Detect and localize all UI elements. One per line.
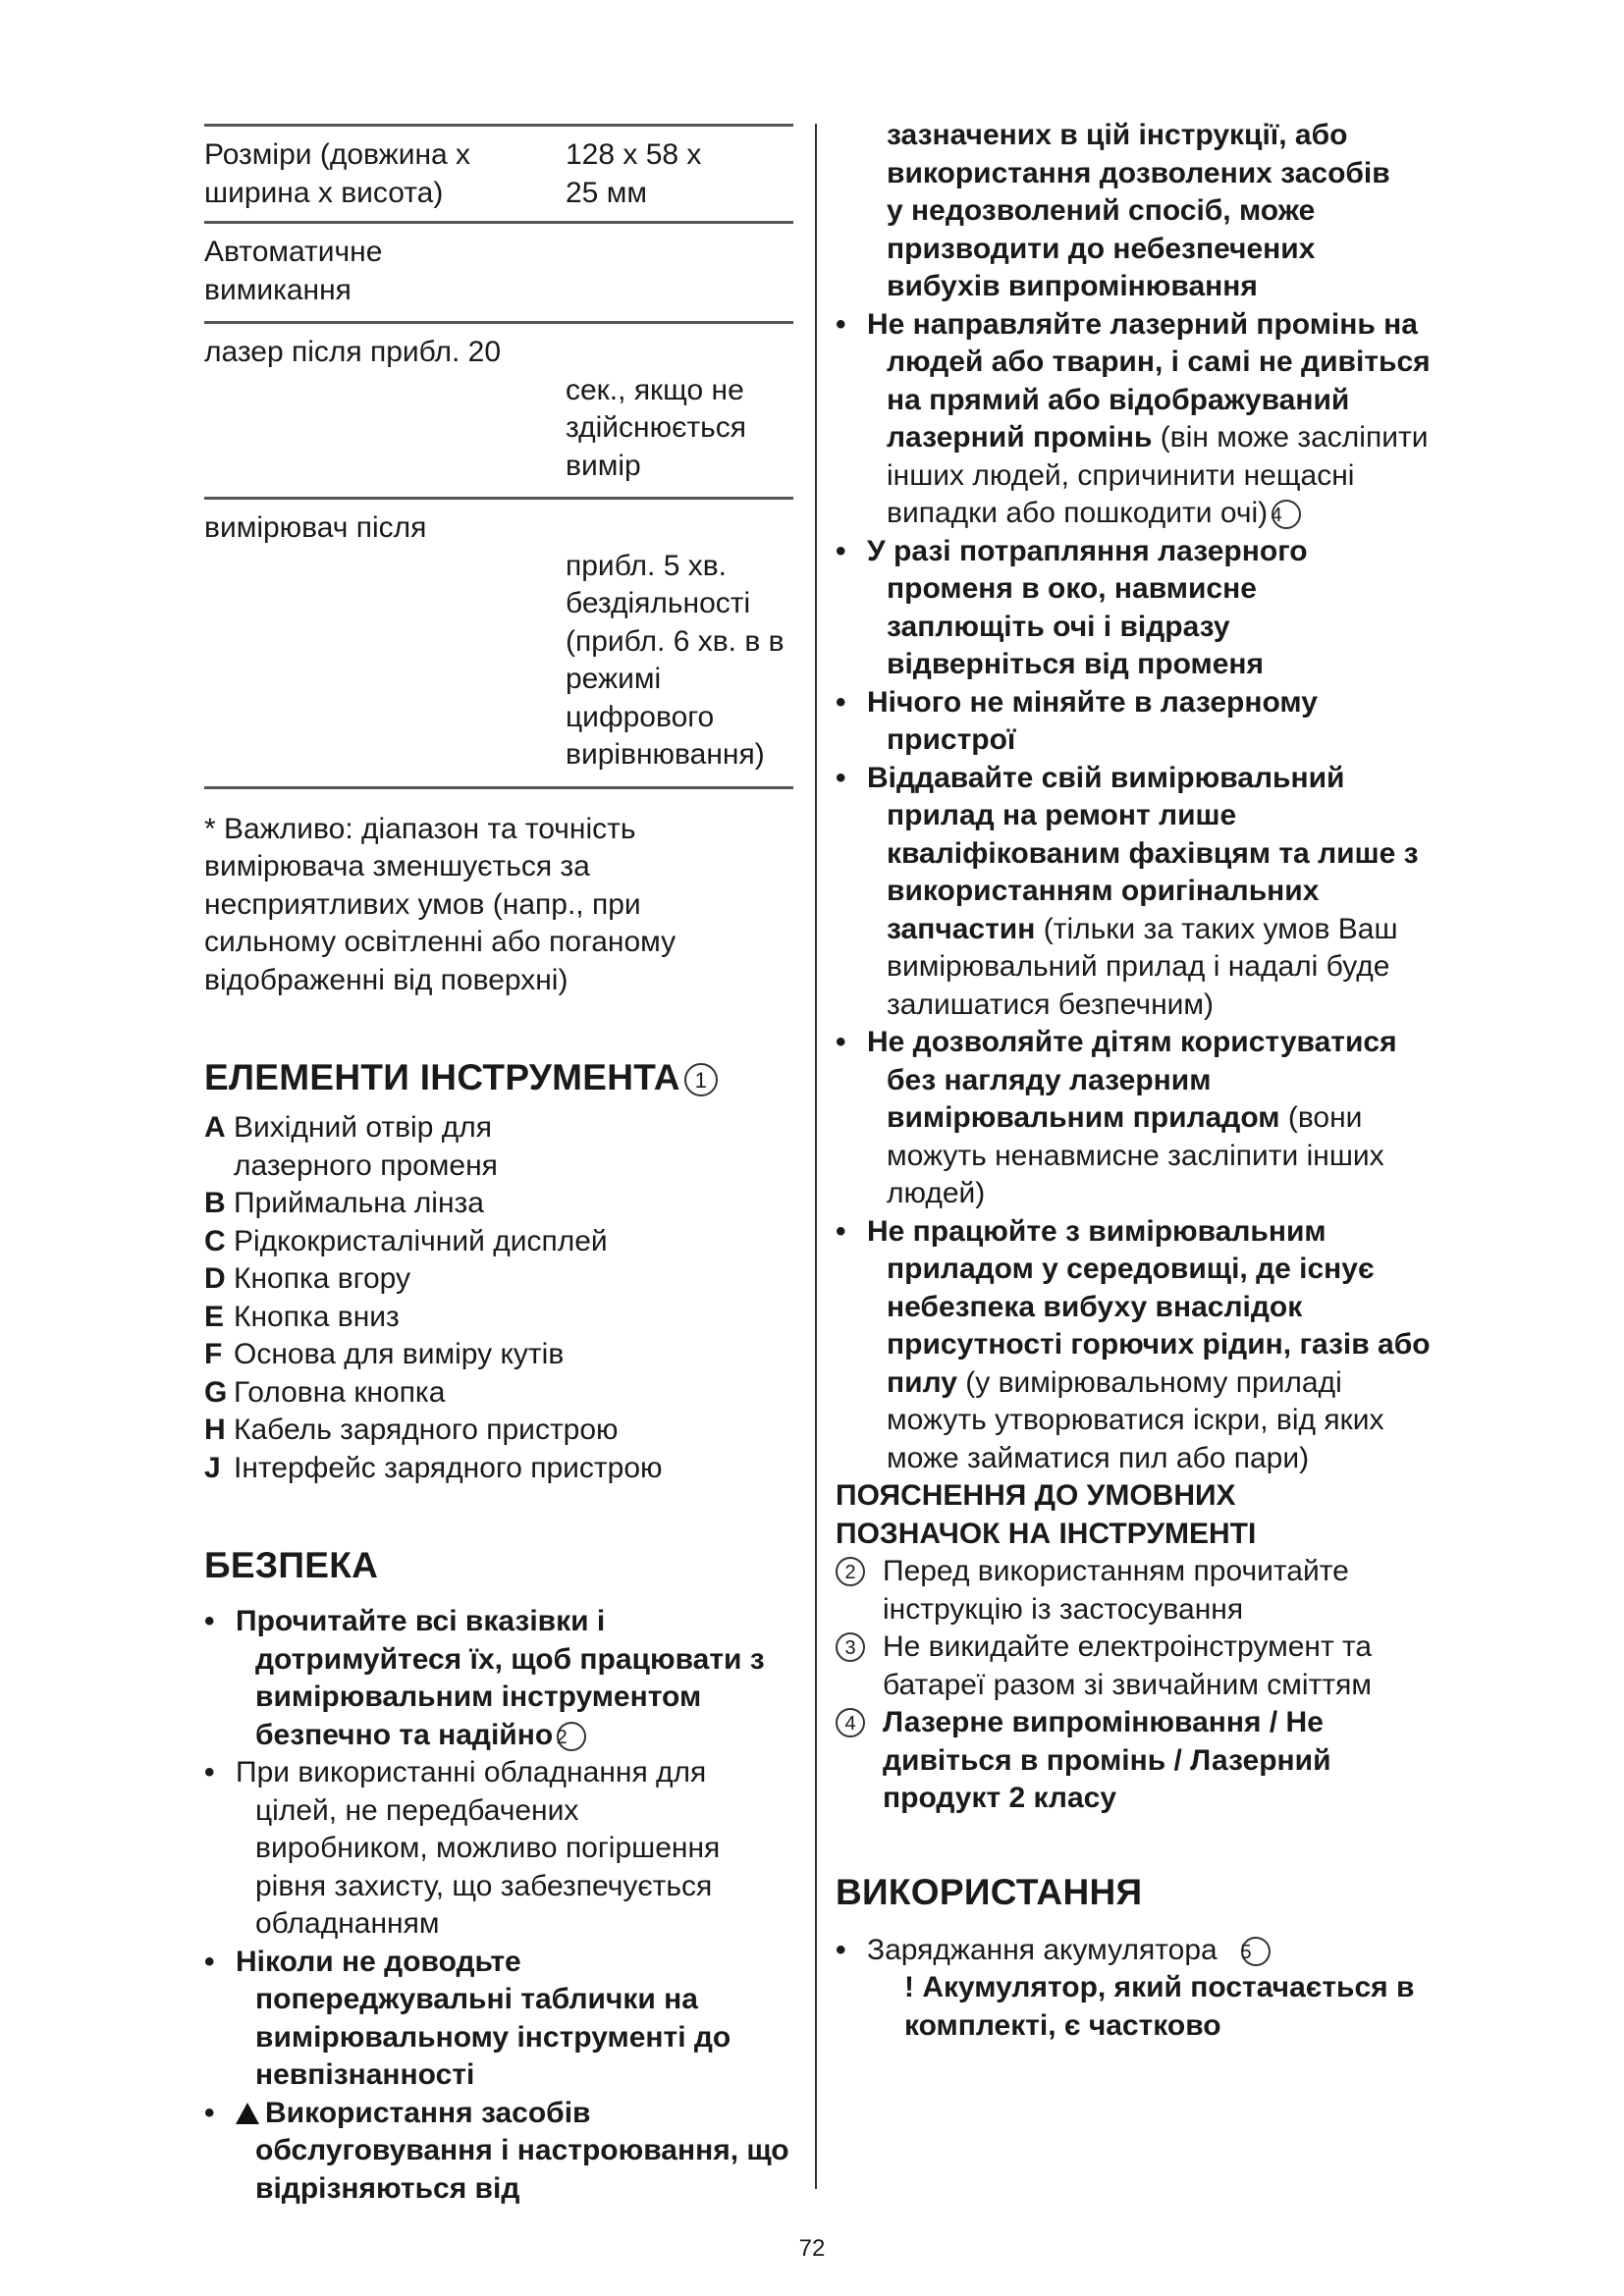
item-text: Рідкокристалічний дисплей: [234, 1224, 608, 1257]
figure-ref-icon: 4: [1272, 500, 1301, 529]
item-text: Вихідний отвір для лазерного променя: [234, 1111, 498, 1182]
elements-title: ЕЛЕМЕНТИ ІНСТРУМЕНТА: [204, 1057, 680, 1097]
spec-row: [204, 127, 793, 224]
bullet-bold-text: Віддавайте свій вимірювальний прилад на ремонт лише кваліфікованим фахівцям та лише з використанням оригінальних запчастин: [867, 761, 1419, 945]
list-item: [204, 1603, 793, 1754]
item-letter: G: [204, 1375, 228, 1409]
bullet-text: (тільки за таких умов Ваш вимірювальний прилад і надалі буде залишатися безпечним): [887, 912, 1398, 1021]
usage-heading: ВИКОРИСТАННЯ: [836, 1871, 1143, 1912]
bullet-bold-text: Використання засобів обслуговування і настроювання, що відрізняються від: [255, 2096, 789, 2205]
list-item: [836, 684, 1444, 760]
list-item: [204, 1944, 793, 2095]
item-text: Приймальна лінза: [234, 1187, 484, 1219]
list-item: [836, 306, 1444, 533]
item-text: Основа для виміру кутів: [234, 1338, 565, 1370]
list-item: [204, 1450, 793, 1488]
safety-list-continued: [836, 306, 1444, 1478]
list-item: [204, 1336, 793, 1374]
item-letter: C: [204, 1224, 226, 1257]
list-item: [204, 2095, 793, 2209]
legend-item: [836, 1553, 1444, 1629]
figure-ref-icon: 2: [557, 1722, 586, 1751]
spec-key: Автоматичне вимикання: [204, 236, 383, 306]
legend-heading: ПОЯСНЕННЯ ДО УМОВНИХ ПОЗНАЧОК НА ІНСТРУМЕНТІ: [836, 1479, 1257, 1550]
continued-bullet-text: зазначених в цій інструкції, або використання дозволених засобів у недозволений спосіб, може призводити до небезпечених вибухів випромінювання: [887, 119, 1390, 302]
spec-table: [204, 124, 793, 789]
spec-key: вимірювач після: [204, 511, 427, 544]
bullet-text: (у вимірювальному приладі можуть утворюватися іскри, від яких може займатися пил або пари): [887, 1365, 1384, 1474]
figure-ref-icon: 1: [684, 1063, 718, 1096]
item-letter: A: [204, 1111, 226, 1144]
figure-ref-icon: 3: [836, 1632, 865, 1662]
list-item: [836, 533, 1444, 684]
legend-text: Перед використанням прочитайте інструкцію із застосування: [883, 1555, 1349, 1626]
spec-key: Розміри (довжина х ширина х висота): [204, 138, 471, 209]
list-item: [836, 1024, 1444, 1213]
item-text: Головна кнопка: [234, 1375, 446, 1409]
list-item: [204, 1412, 793, 1450]
figure-ref-icon: 4: [836, 1708, 865, 1737]
legend-text: Лазерне випромінювання / Не дивіться в промінь / Лазерний продукт 2 класу: [883, 1706, 1331, 1814]
accuracy-note: * Важливо: діапазон та точність вимірювача зменшується за несприятливих умов (напр., при сильному освітленні або поганому відображенні від поверхні): [204, 812, 677, 996]
figure-ref-icon: 2: [836, 1557, 865, 1586]
item-letter: J: [204, 1451, 221, 1484]
spec-row: [204, 500, 793, 789]
bullet-bold-text: У разі потрапляння лазерного променя в око, навмисне заплющіть очі і відразу відверніться від променя: [867, 534, 1308, 680]
spec-row: [204, 224, 793, 324]
legend-item: [836, 1629, 1444, 1704]
bullet-bold-text: Нічого не міняйте в лазерному пристрої: [867, 685, 1318, 756]
list-item: [836, 760, 1444, 1025]
bullet-bold-text: Ніколи не доводьте попереджувальні таблички на вимірювальному інструменті до невпізнанності: [236, 1945, 731, 2091]
bullet-text: При використанні обладнання для цілей, не передбачених виробником, можливо погіршення рівня захисту, що забезпечується обладнанням: [236, 1756, 721, 1940]
bullet-text: (він може засліпити інших людей, спричинити нещасні випадки або пошкодити очі): [887, 421, 1429, 529]
list-item: [836, 1213, 1444, 1478]
list-item: [204, 1260, 793, 1299]
legend-item: [836, 1704, 1444, 1818]
item-letter: F: [204, 1338, 223, 1370]
list-item: [836, 1932, 1444, 1970]
bullet-bold-text: Не працюйте з вимірювальним приладом у середовищі, де існує небезпека вибуху внаслідок присутності горючих рідин, газів або пилу: [867, 1214, 1431, 1399]
bullet-text: Заряджання акумулятора: [867, 1933, 1218, 1966]
item-text: Кабель зарядного пристрою: [234, 1414, 619, 1446]
elements-heading: [204, 1056, 793, 1099]
item-letter: D: [204, 1262, 226, 1295]
spec-row: [204, 324, 793, 500]
bullet-bold-text: Прочитайте всі вказівки і дотримуйтеся їх, щоб працювати з вимірювальним інструментом безпечно та надійно: [236, 1605, 765, 1751]
spec-key: лазер після прибл. 20: [204, 336, 502, 368]
elements-list: [204, 1109, 793, 1487]
list-item: [204, 1185, 793, 1223]
item-text: Кнопка вниз: [234, 1300, 400, 1333]
right-column: [836, 117, 1444, 2045]
safety-list: [204, 1603, 793, 2208]
list-item: [204, 1109, 793, 1185]
legend-text: Не викидайте електроінструмент та батареї разом зі звичайним сміттям: [883, 1630, 1373, 1701]
list-item: [204, 1223, 793, 1261]
column-divider: [815, 124, 817, 2189]
list-item: [204, 1299, 793, 1337]
bullet-bold-text: Не направляйте лазерний промінь на людей або тварин, і самі не дивіться на прямий або відображуваний лазерний промінь: [867, 307, 1431, 454]
bullet-text: (вони можуть ненавмисне засліпити інших людей): [887, 1101, 1384, 1209]
item-text: Інтерфейс зарядного пристрою: [234, 1451, 663, 1484]
figure-ref-icon: 5: [1241, 1937, 1271, 1966]
item-text: Кнопка вгору: [234, 1262, 411, 1295]
warning-triangle-icon: [236, 2103, 259, 2124]
usage-list: [836, 1932, 1444, 1970]
spec-value: прибл. 5 хв. бездіяльності (прибл. 6 хв. в в режимі цифрового вирівнювання): [566, 549, 785, 771]
left-column: [204, 124, 793, 2208]
item-letter: H: [204, 1414, 226, 1446]
spec-value: сек., якщо не здійснюється вимір: [566, 373, 747, 482]
page-number: 72: [798, 2235, 826, 2262]
item-letter: E: [204, 1300, 225, 1333]
item-letter: B: [204, 1187, 226, 1219]
list-item: [204, 1754, 793, 1944]
list-item: [204, 1374, 793, 1413]
safety-heading: БЕЗПЕКА: [204, 1545, 379, 1585]
battery-warning: ! Акумулятор, який постачається в комплекті, є частково: [904, 1971, 1415, 2042]
spec-value: 128 x 58 x 25 мм: [566, 138, 702, 209]
bullet-bold-text: Не дозволяйте дітям користуватися без нагляду лазерним вимірювальним приладом: [867, 1026, 1397, 1134]
